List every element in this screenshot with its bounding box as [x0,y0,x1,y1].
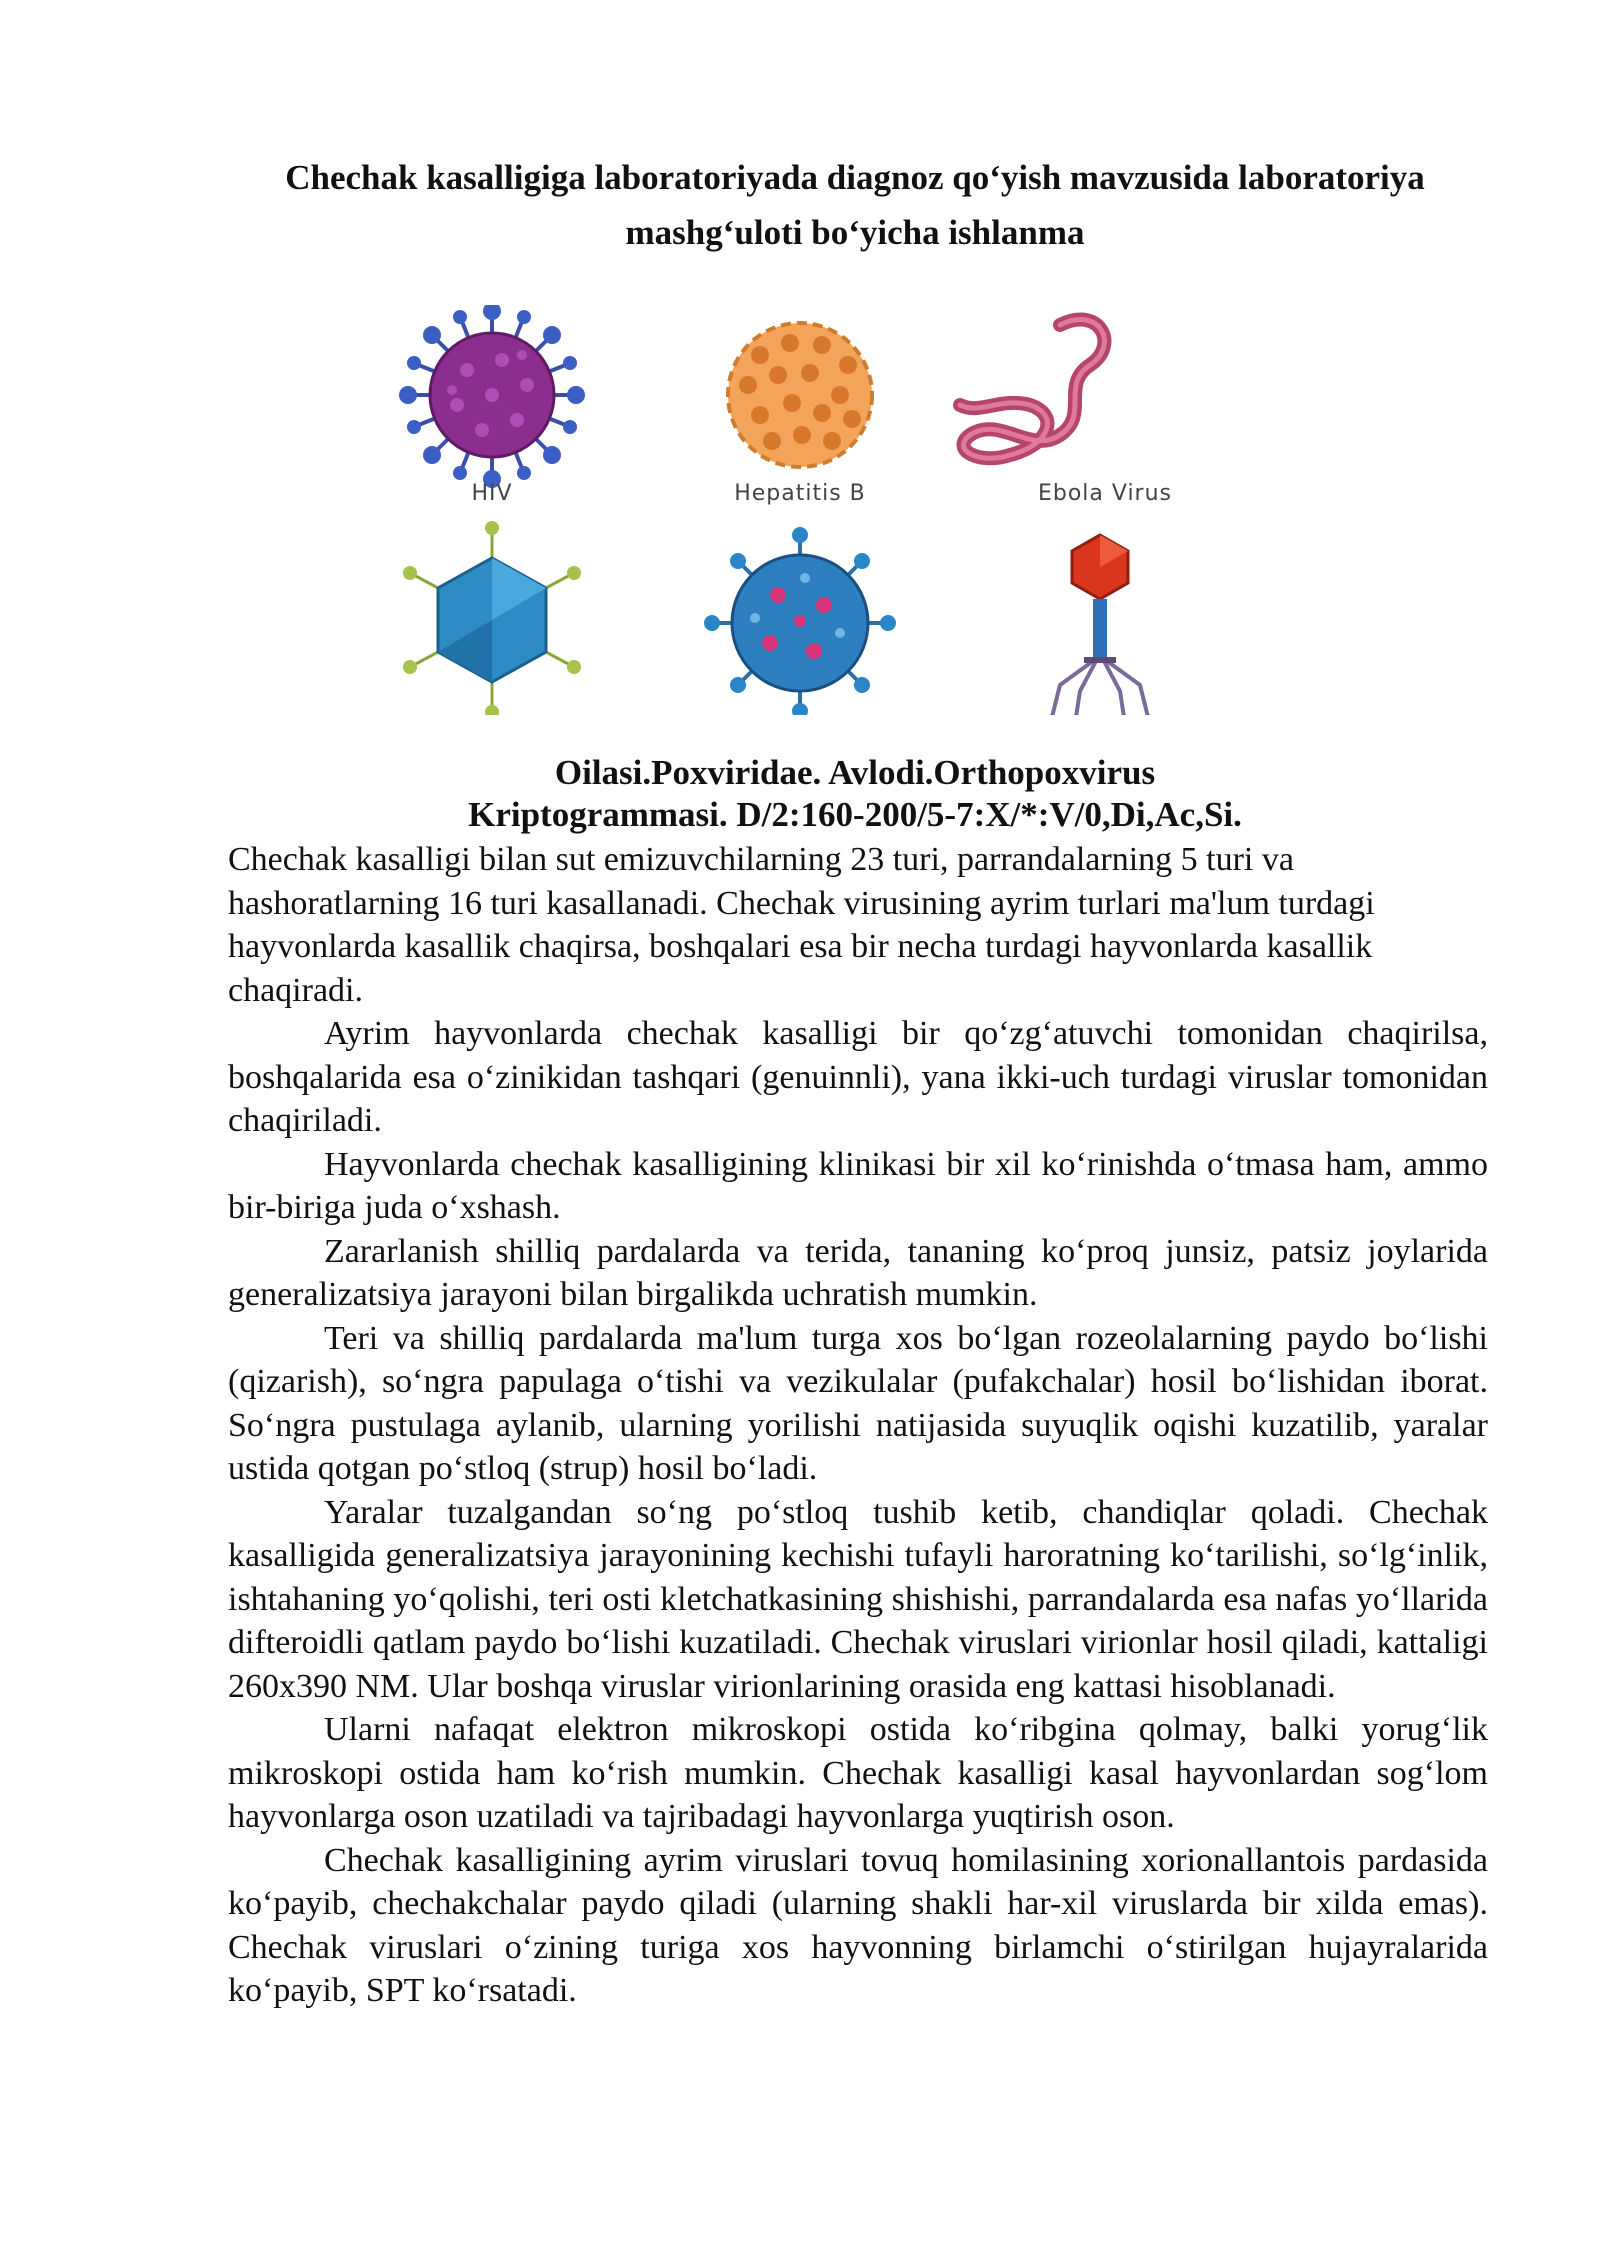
adenovirus-icon [403,521,581,715]
document-title [230,150,1480,260]
paragraph: Chechak kasalligining ayrim viruslari tovuq homilasining xorionallantois pardasida ko‘payib, chechakchalar paydo qiladi (ularning shakli har-xil viruslarda bir xilda emas). Chechak viruslari o‘zining turiga xos hayvonning birlamchi o‘stirilgan hujayralarida ko‘payib, SPT ko‘rsatadi. [228,1841,1488,2009]
virus-illustration [360,305,1240,715]
family-genus-line: Oilasi.Poxviridae. Avlodi.Orthopoxvirus [554,753,1156,792]
paragraph: Yaralar tuzalgandan so‘ng po‘stloq tushib ketib, chandiqlar qoladi. Chechak kasalligida generalizatsiya jarayonining kechishi tufayli haroratning ko‘tarilishi, so‘lg‘inlik, ishtahaning yo‘qolishi, teri osti kletchatkasining shishishi, parrandalarda esa nafas yo‘llarida difteroidli qatlam paydo bo‘lishi kuzatiladi. Chechak viruslari virionlar hosil qiladi, kattaligi 260x390 NM. Ular boshqa viruslar virionlarining orasida eng kattasi hisoblanadi. [228,1493,1488,1705]
hiv-label: HIV [471,481,513,506]
hepatitis-b-label: Hepatitis B [734,481,866,506]
title-line-1: Chechak kasalligiga laboratoriyada diagnoz qo‘yish mavzusida laboratoriya [285,158,1425,197]
coronavirus-icon [704,527,896,715]
ebola-label: Ebola Virus [1037,481,1173,506]
body-text [228,838,1488,2013]
ebola-virus-icon [960,320,1104,459]
paragraph: Teri va shilliq pardalarda ma'lum turga xos bo‘lgan rozeolalarning paydo bo‘lishi (qizarish), so‘ngra papulaga o‘tishi va vezikulalar (pufakchalar) hosil bo‘lishidan iborat. So‘ngra pustulaga aylanib, ularning yorilishi natijasida suyuqlik oqishi kuzatilib, yaralar ustida qotgan po‘stloq (strup) hosil bo‘ladi. [228,1319,1488,1487]
hepatitis-b-virus-icon [728,323,872,467]
paragraph: Zararlanish shilliq pardalarda va terida, tananing ko‘proq junsiz, patsiz joylarida generalizatsiya jarayoni bilan birgalikda uchratish mumkin. [228,1232,1488,1313]
paragraph: Chechak kasalligi bilan sut emizuvchilarning 23 turi, parrandalarning 5 turi va hashoratlarning 16 turi kasallanadi. Chechak virusining ayrim turlari ma'lum turdagi hayvonlarda kasallik chaqirsa, boshqalari esa bir necha turdagi hayvonlarda kasallik chaqiradi. [228,841,1375,1009]
hiv-virus-icon [399,305,585,488]
paragraph: Ayrim hayvonlarda chechak kasalligi bir qo‘zg‘atuvchi tomonidan chaqirilsa, boshqalarida esa o‘zinikidan tashqari (genuinnli), yana ikki-uch turdagi viruslar tomonidan chaqiriladi. [228,1015,1488,1139]
paragraph: Ularni nafaqat elektron mikroskopi ostida ko‘ribgina qolmay, balki yorug‘lik mikroskopi ostida ham ko‘rish mumkin. Chechak kasalligi kasal hayvonlardan sog‘lom hayvonlarga oson uzatiladi va tajribadagi hayvonlarga yuqtirish oson. [228,1711,1488,1835]
taxonomy-heading [230,752,1480,836]
paragraph: Hayvonlarda chechak kasalligining klinikasi bir xil ko‘rinishda o‘tmasa ham, ammo bir-biriga juda o‘xshash. [228,1145,1488,1226]
cryptogram-line: Kriptogrammasi. D/2:160-200/5-7:X/*:V/0,Di,Ac,Si. [468,795,1242,834]
bacteriophage-icon [1052,535,1148,715]
title-line-2: mashg‘uloti bo‘yicha ishlanma [625,213,1085,252]
